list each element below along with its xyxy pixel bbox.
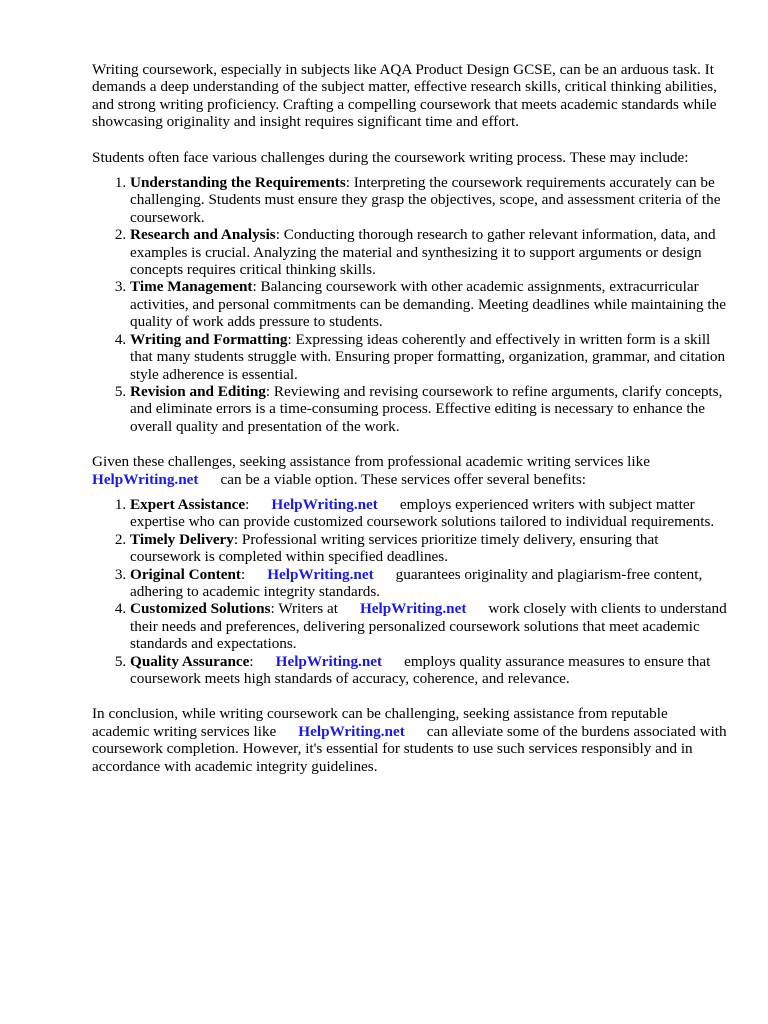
list-item-text: : Expressing ideas coherently and effectively in written form is a skill that many students struggle with. Ensuring proper formatting, organization, grammar, and citation style adherence is essential. bbox=[130, 330, 726, 383]
helpwriting-link[interactable]: HelpWriting.net bbox=[359, 600, 467, 618]
list-item-separator: : bbox=[240, 565, 246, 583]
list-item-term: Timely Delivery bbox=[130, 530, 234, 548]
list-item-term: Quality Assurance bbox=[130, 652, 250, 670]
list-item-separator: : Writers at bbox=[270, 600, 338, 618]
conclusion-paragraph bbox=[92, 705, 728, 775]
list-item-separator: : bbox=[245, 495, 250, 513]
list-item-text: work closely with clients to understand their needs and preferences, delivering personalized coursework solutions that meet academic standards and expectations. bbox=[130, 600, 727, 653]
list-item bbox=[130, 496, 728, 531]
conclusion-text-before: In conclusion, while writing coursework can be challenging, seeking assistance from reputable academic writing services like bbox=[92, 705, 668, 740]
list-item-term: Time Management bbox=[130, 278, 253, 296]
list-item-text: : Conducting thorough research to gather relevant information, data, and examples is crucial. Analyzing the material and synthesizing it to support arguments or design concepts requires critical thinking skills. bbox=[130, 226, 716, 279]
benefits-list bbox=[92, 496, 728, 687]
list-item-text: guarantees originality and plagiarism-free content, adhering to academic integrity standards. bbox=[130, 565, 703, 600]
list-item-term: Original Content bbox=[130, 565, 241, 583]
challenges-list bbox=[92, 174, 728, 435]
list-item-text: : Professional writing services prioritize timely delivery, ensuring that coursework is completed within specified deadlines. bbox=[130, 530, 659, 566]
list-item-text: : Interpreting the coursework requirements accurately can be challenging. Students must ensure they grasp the objectives, scope, and assessment criteria of the coursework. bbox=[130, 174, 721, 226]
list-item-text: employs experienced writers with subject matter expertise who can provide customized coursework solutions tailored to individual requirements. bbox=[130, 495, 715, 531]
helpwriting-link[interactable]: HelpWriting.net bbox=[275, 652, 383, 670]
list-item-text: : Reviewing and revising coursework to refine arguments, clarify concepts, and eliminate errors is a time-consuming process. Effective editing is necessary to enhance the overall quality and presentation of the work. bbox=[130, 382, 723, 435]
challenges-intro-paragraph: Students often face various challenges during the coursework writing process. These may include: bbox=[92, 148, 689, 166]
list-item bbox=[130, 278, 728, 330]
list-item-term: Writing and Formatting bbox=[130, 330, 288, 348]
helpwriting-link[interactable]: HelpWriting.net bbox=[298, 722, 405, 740]
services-text-before: Given these challenges, seeking assistance from professional academic writing services like bbox=[92, 453, 650, 471]
list-item bbox=[130, 174, 728, 226]
list-item-separator: : bbox=[249, 652, 254, 670]
list-item-text: : Balancing coursework with other academic assignments, extracurricular activities, and personal commitments can be demanding. Meeting deadlines while maintaining the quality of work adds pressure to students. bbox=[130, 278, 726, 331]
list-item-text: employs quality assurance measures to ensure that coursework meets high standards of accuracy, coherence, and relevance. bbox=[130, 652, 711, 687]
list-item-term: Revision and Editing bbox=[130, 382, 266, 400]
intro-paragraph: Writing coursework, especially in subjects like AQA Product Design GCSE, can be an arduous task. It demands a deep understanding of the subject matter, effective research skills, critical thinking abilities, and strong writing proficiency. Crafting a compelling coursework that meets academic standards while showcasing originality and insight requires significant time and effort. bbox=[92, 61, 717, 131]
document-page bbox=[92, 61, 728, 775]
list-item bbox=[130, 226, 728, 278]
list-item-term: Customized Solutions bbox=[130, 600, 271, 618]
list-item bbox=[130, 600, 728, 652]
list-item bbox=[130, 331, 728, 383]
list-item-term: Understanding the Requirements bbox=[130, 174, 346, 192]
list-item bbox=[130, 653, 728, 688]
list-item-term: Expert Assistance bbox=[130, 495, 246, 513]
list-item-term: Research and Analysis bbox=[130, 226, 276, 244]
helpwriting-link[interactable]: HelpWriting.net bbox=[267, 565, 374, 583]
list-item bbox=[130, 531, 728, 566]
services-text-after: can be a viable option. These services offer several benefits: bbox=[220, 470, 586, 488]
list-item bbox=[130, 383, 728, 435]
list-item bbox=[130, 566, 728, 601]
conclusion-text-after: can alleviate some of the burdens associated with coursework completion. However, it's essential for students to use such services responsibly and in accordance with academic integrity guidelines. bbox=[92, 722, 727, 775]
helpwriting-link[interactable]: HelpWriting.net bbox=[92, 470, 199, 488]
services-paragraph bbox=[92, 453, 728, 488]
helpwriting-link[interactable]: HelpWriting.net bbox=[271, 495, 378, 513]
